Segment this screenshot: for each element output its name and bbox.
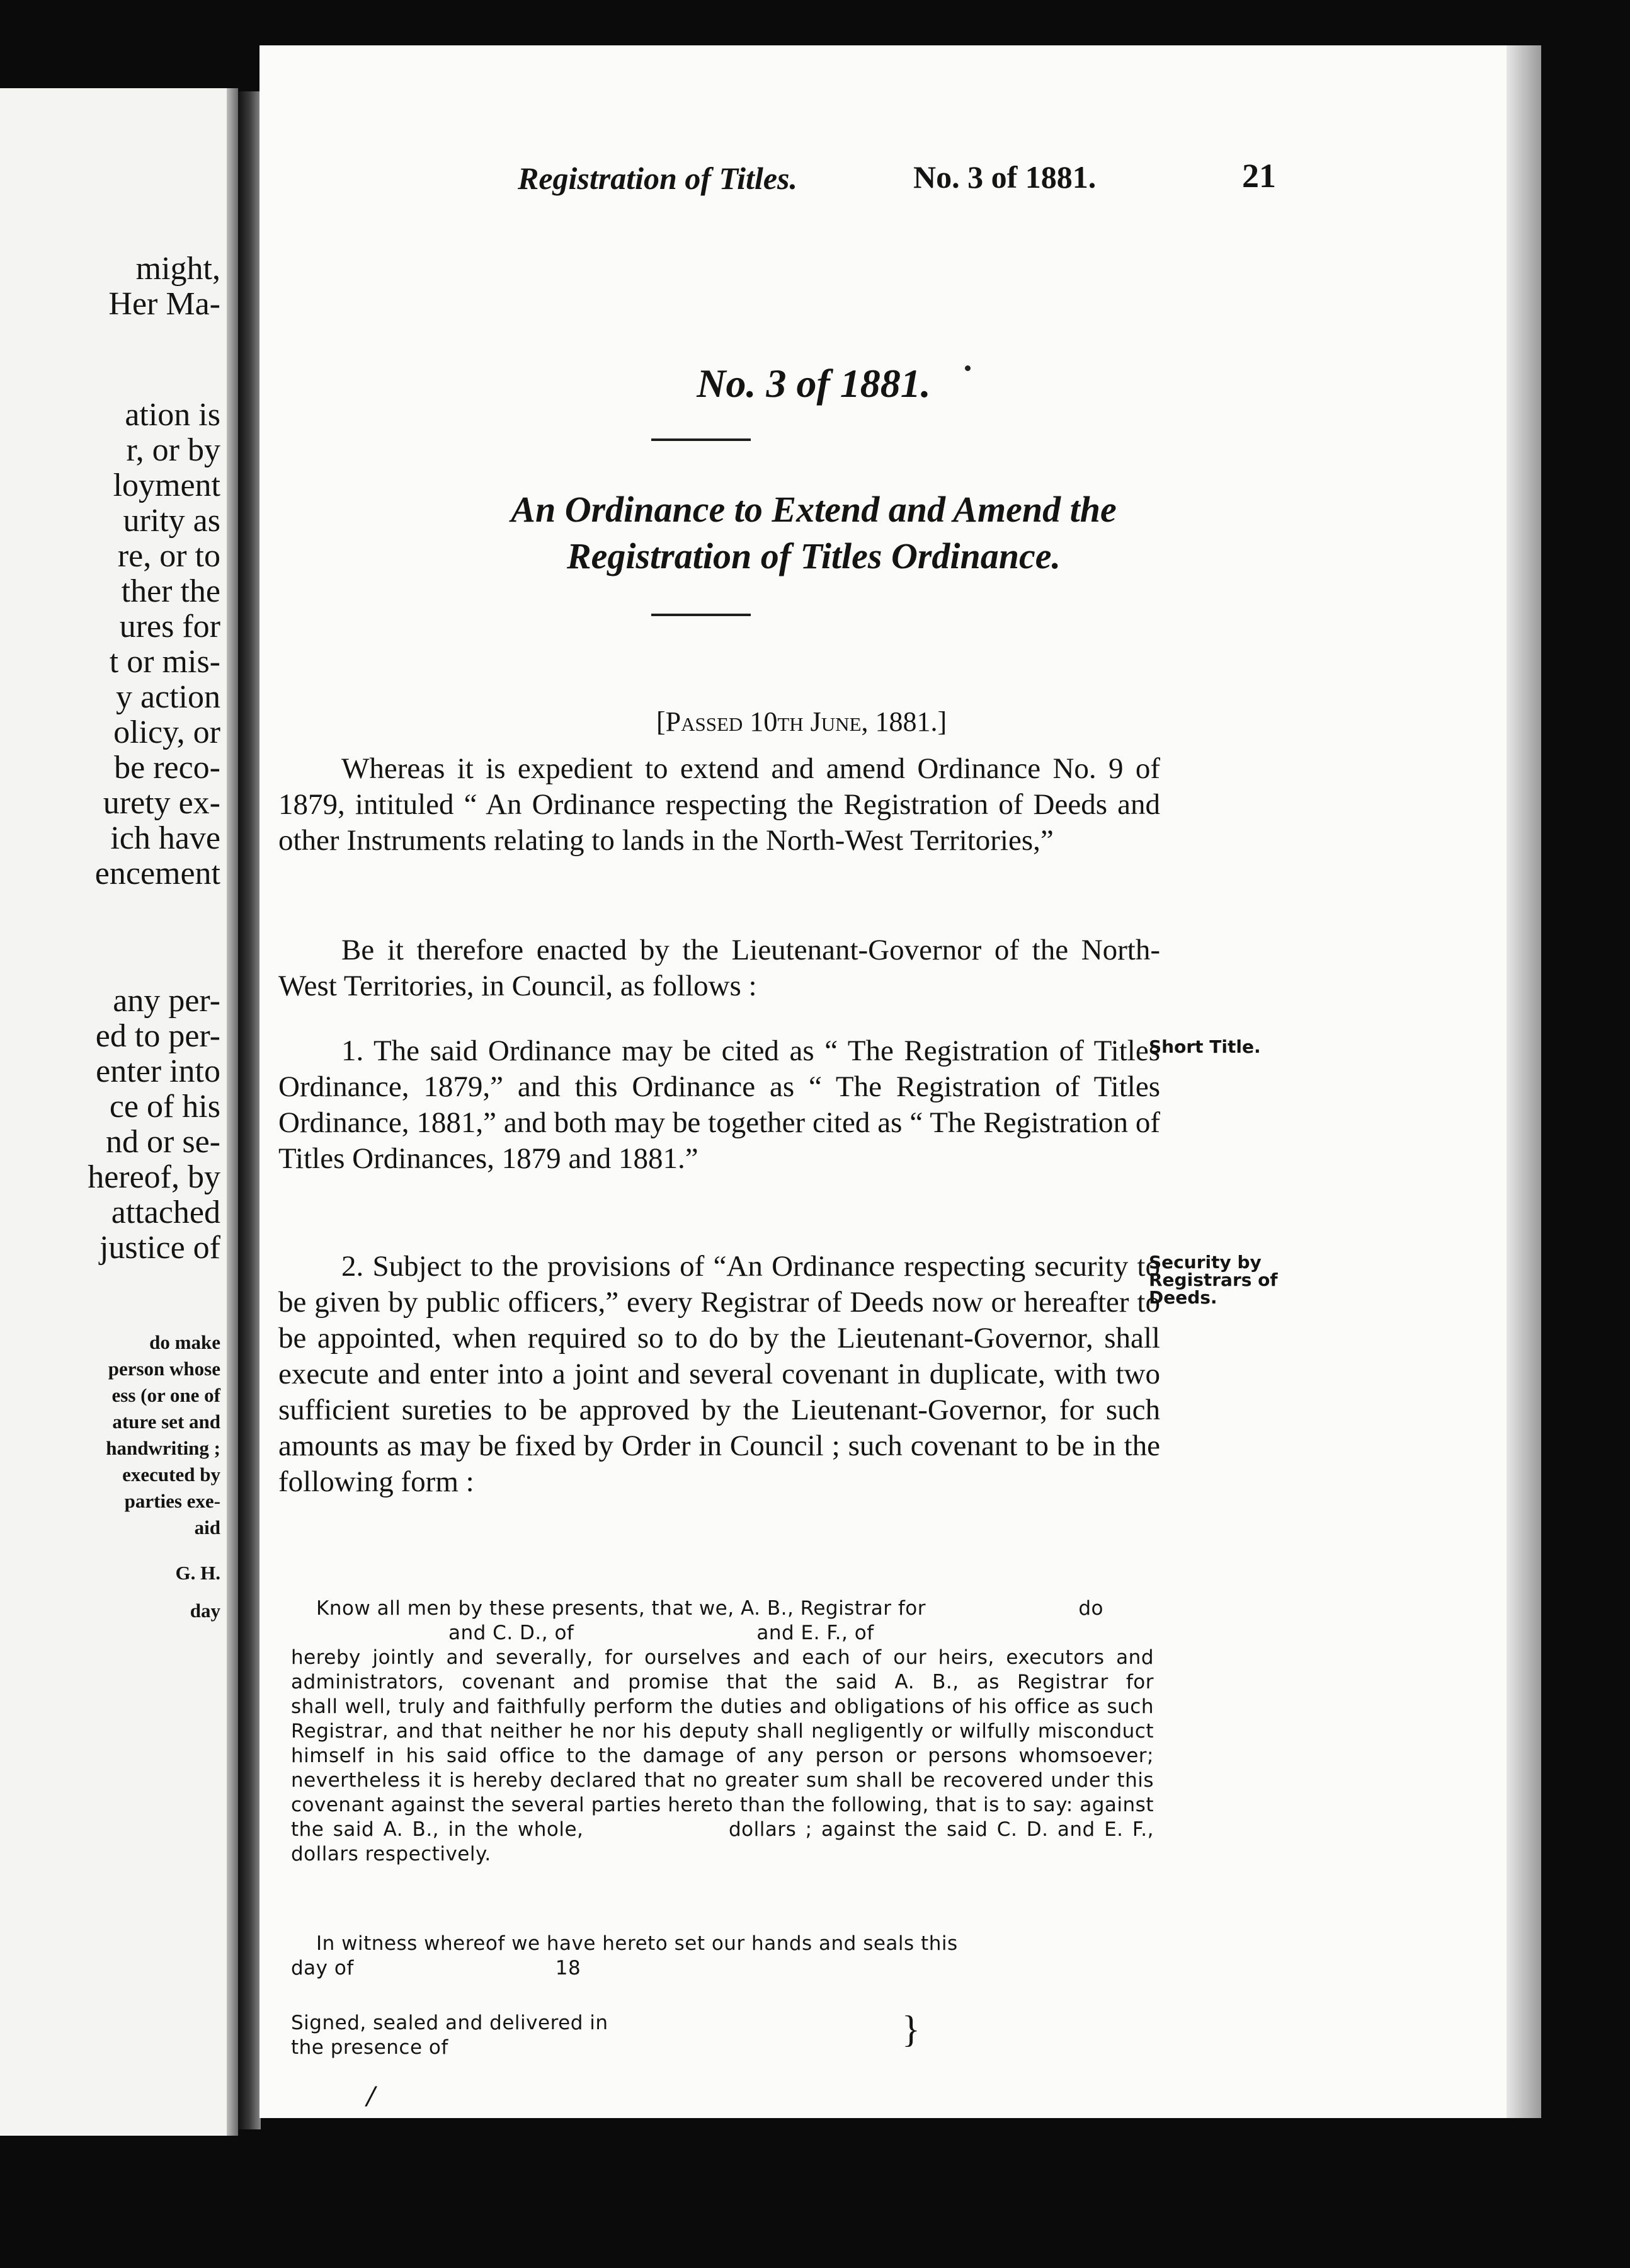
signature-clause xyxy=(291,2008,1154,2060)
form-line-2-mid: and E. F., of xyxy=(756,1622,874,1644)
ink-speck xyxy=(965,365,971,371)
left-small-fragment: do make xyxy=(149,1331,220,1353)
left-fragment: enter into xyxy=(96,1053,220,1089)
left-page xyxy=(0,88,238,2136)
form-line-2: and C. D., of xyxy=(448,1622,574,1644)
side-note-line: Deeds. xyxy=(1149,1287,1217,1308)
running-head-number: No. 3 of 1881. xyxy=(913,159,1097,195)
left-fragment: be reco- xyxy=(114,750,220,786)
ordinance-title-line: Registration of Titles Ordinance. xyxy=(566,536,1061,576)
left-page-gutter xyxy=(227,88,238,2136)
left-fragment: attached xyxy=(111,1194,220,1230)
book-binding xyxy=(238,91,261,2129)
left-fragment: urity as xyxy=(123,503,220,539)
right-page xyxy=(259,45,1541,2118)
left-small-fragment: ess (or one of xyxy=(111,1384,220,1406)
whereas-text: Whereas it is expedient to extend and amend Ordinance No. 9 of 1879, intituled “ An Ordinance respecting the Registration of Deeds and other Instruments relating to lands in the North-West Territories,” xyxy=(278,752,1160,857)
left-small-fragment: handwriting ; xyxy=(106,1437,220,1459)
covenant-form xyxy=(291,1596,1258,1867)
running-head-title: Registration of Titles. xyxy=(518,161,797,196)
left-small-fragment: parties exe- xyxy=(124,1490,220,1512)
left-fragment: re, or to xyxy=(117,538,220,574)
left-small-fragment: ature set and xyxy=(112,1411,220,1433)
left-fragment: ed to per- xyxy=(95,1018,220,1054)
side-note-short-title: Short Title. xyxy=(1149,1036,1261,1057)
right-page-edge xyxy=(1507,45,1541,2118)
left-fragment: any per- xyxy=(113,983,220,1019)
left-fragment: y action xyxy=(115,679,220,715)
ordinance-title xyxy=(259,486,1368,580)
left-small-fragment: person whose xyxy=(108,1358,220,1380)
left-fragment: encement xyxy=(94,856,220,891)
left-fragment: r, or by xyxy=(126,432,220,468)
left-fragment: nd or se- xyxy=(106,1124,220,1160)
enacting-clause xyxy=(278,932,1160,1004)
passed-date: [Passed 10th June, 1881.] xyxy=(656,706,947,737)
left-small-fragment: G. H. xyxy=(175,1562,220,1584)
witness-text: In witness whereof we have hereto set our hands and seals this xyxy=(316,1932,958,1955)
section-1 xyxy=(278,1033,1160,1177)
divider-rule xyxy=(651,614,751,616)
left-fragment: urety ex- xyxy=(103,785,220,821)
left-fragment: Her Ma- xyxy=(108,286,220,322)
left-fragment: t or mis- xyxy=(109,644,220,680)
left-fragment: olicy, or xyxy=(113,714,220,750)
year-text: 18 xyxy=(555,1957,581,1979)
left-fragment: ich have xyxy=(110,820,220,856)
ordinance-title-line: An Ordinance to Extend and Amend the xyxy=(511,489,1117,530)
left-small-fragment: aid xyxy=(194,1516,220,1538)
enacting-text: Be it therefore enacted by the Lieutenant-Governor of the North-West Territories, in Council, as follows : xyxy=(278,934,1160,1002)
left-fragment: ures for xyxy=(119,609,220,644)
page-number: 21 xyxy=(1242,157,1276,195)
left-fragment: ther the xyxy=(121,573,220,609)
left-fragment: ce of his xyxy=(109,1089,220,1125)
side-note-line: Registrars of xyxy=(1149,1269,1278,1290)
witness-clause xyxy=(291,1932,1154,1981)
left-fragment: ation is xyxy=(125,397,220,433)
left-fragment: justice of xyxy=(99,1230,220,1266)
signed-line-2: the presence of xyxy=(291,2036,448,2059)
left-fragment: loyment xyxy=(113,467,220,503)
ink-mark: / xyxy=(367,2080,375,2113)
side-note-line: Security by xyxy=(1149,1252,1262,1273)
preamble-whereas xyxy=(278,751,1160,859)
act-number: No. 3 of 1881. xyxy=(697,361,931,406)
section-2 xyxy=(278,1249,1160,1500)
form-line-1: Know all men by these presents, that we, A. B., Registrar for xyxy=(316,1597,926,1620)
divider-rule xyxy=(651,438,751,441)
signed-line-1: Signed, sealed and delivered in xyxy=(291,2012,608,2034)
day-of-text: day of xyxy=(291,1957,354,1979)
form-line-1-end: do xyxy=(1078,1597,1103,1620)
form-body-text: hereby jointly and severally, for ourselves and each of our heirs, executors and administrators, covenant and promise that the said A. B., as Registrar for shall well, truly and faithfully perform the duties and obligations of his office as such Registrar, and that neither he nor his deputy shall negligently or wilfully misconduct himself in his said office to the damage of any person or persons whomsoever; nevertheless it is hereby declared that no greater sum shall be recovered under this covenant against the several parties hereto than the following, that is to say: against the said A. B., in the whole, dollars ; against the said C. D. and E. F., dollars respectively. xyxy=(291,1646,1258,1865)
left-fragment: might, xyxy=(135,251,220,287)
section-2-text: 2. Subject to the provisions of “An Ordinance respecting security to be given by public officers,” every Registrar of Deeds now or hereafter to be appointed, when required so to do by the Lieutenant-Governor, shall execute and enter into a joint and several covenant in duplicate, with two sufficient sureties to be approved by the Lieutenant-Governor, for such amounts as may be fixed by Order in Council ; such covenant to be in the following form : xyxy=(278,1250,1160,1498)
left-fragment: hereof, by xyxy=(88,1159,220,1195)
left-small-fragment: day xyxy=(190,1600,220,1622)
brace-symbol: } xyxy=(902,2008,920,2050)
section-1-text: 1. The said Ordinance may be cited as “ The Registration of Titles Ordinance, 1879,” and this Ordinance as “ The Registration of Titles Ordinance, 1881,” and both may be together cited as “ The Registration of Titles Ordinances, 1879 and 1881.” xyxy=(278,1034,1160,1175)
left-small-fragment: executed by xyxy=(122,1463,220,1486)
side-note-security xyxy=(1149,1254,1278,1307)
